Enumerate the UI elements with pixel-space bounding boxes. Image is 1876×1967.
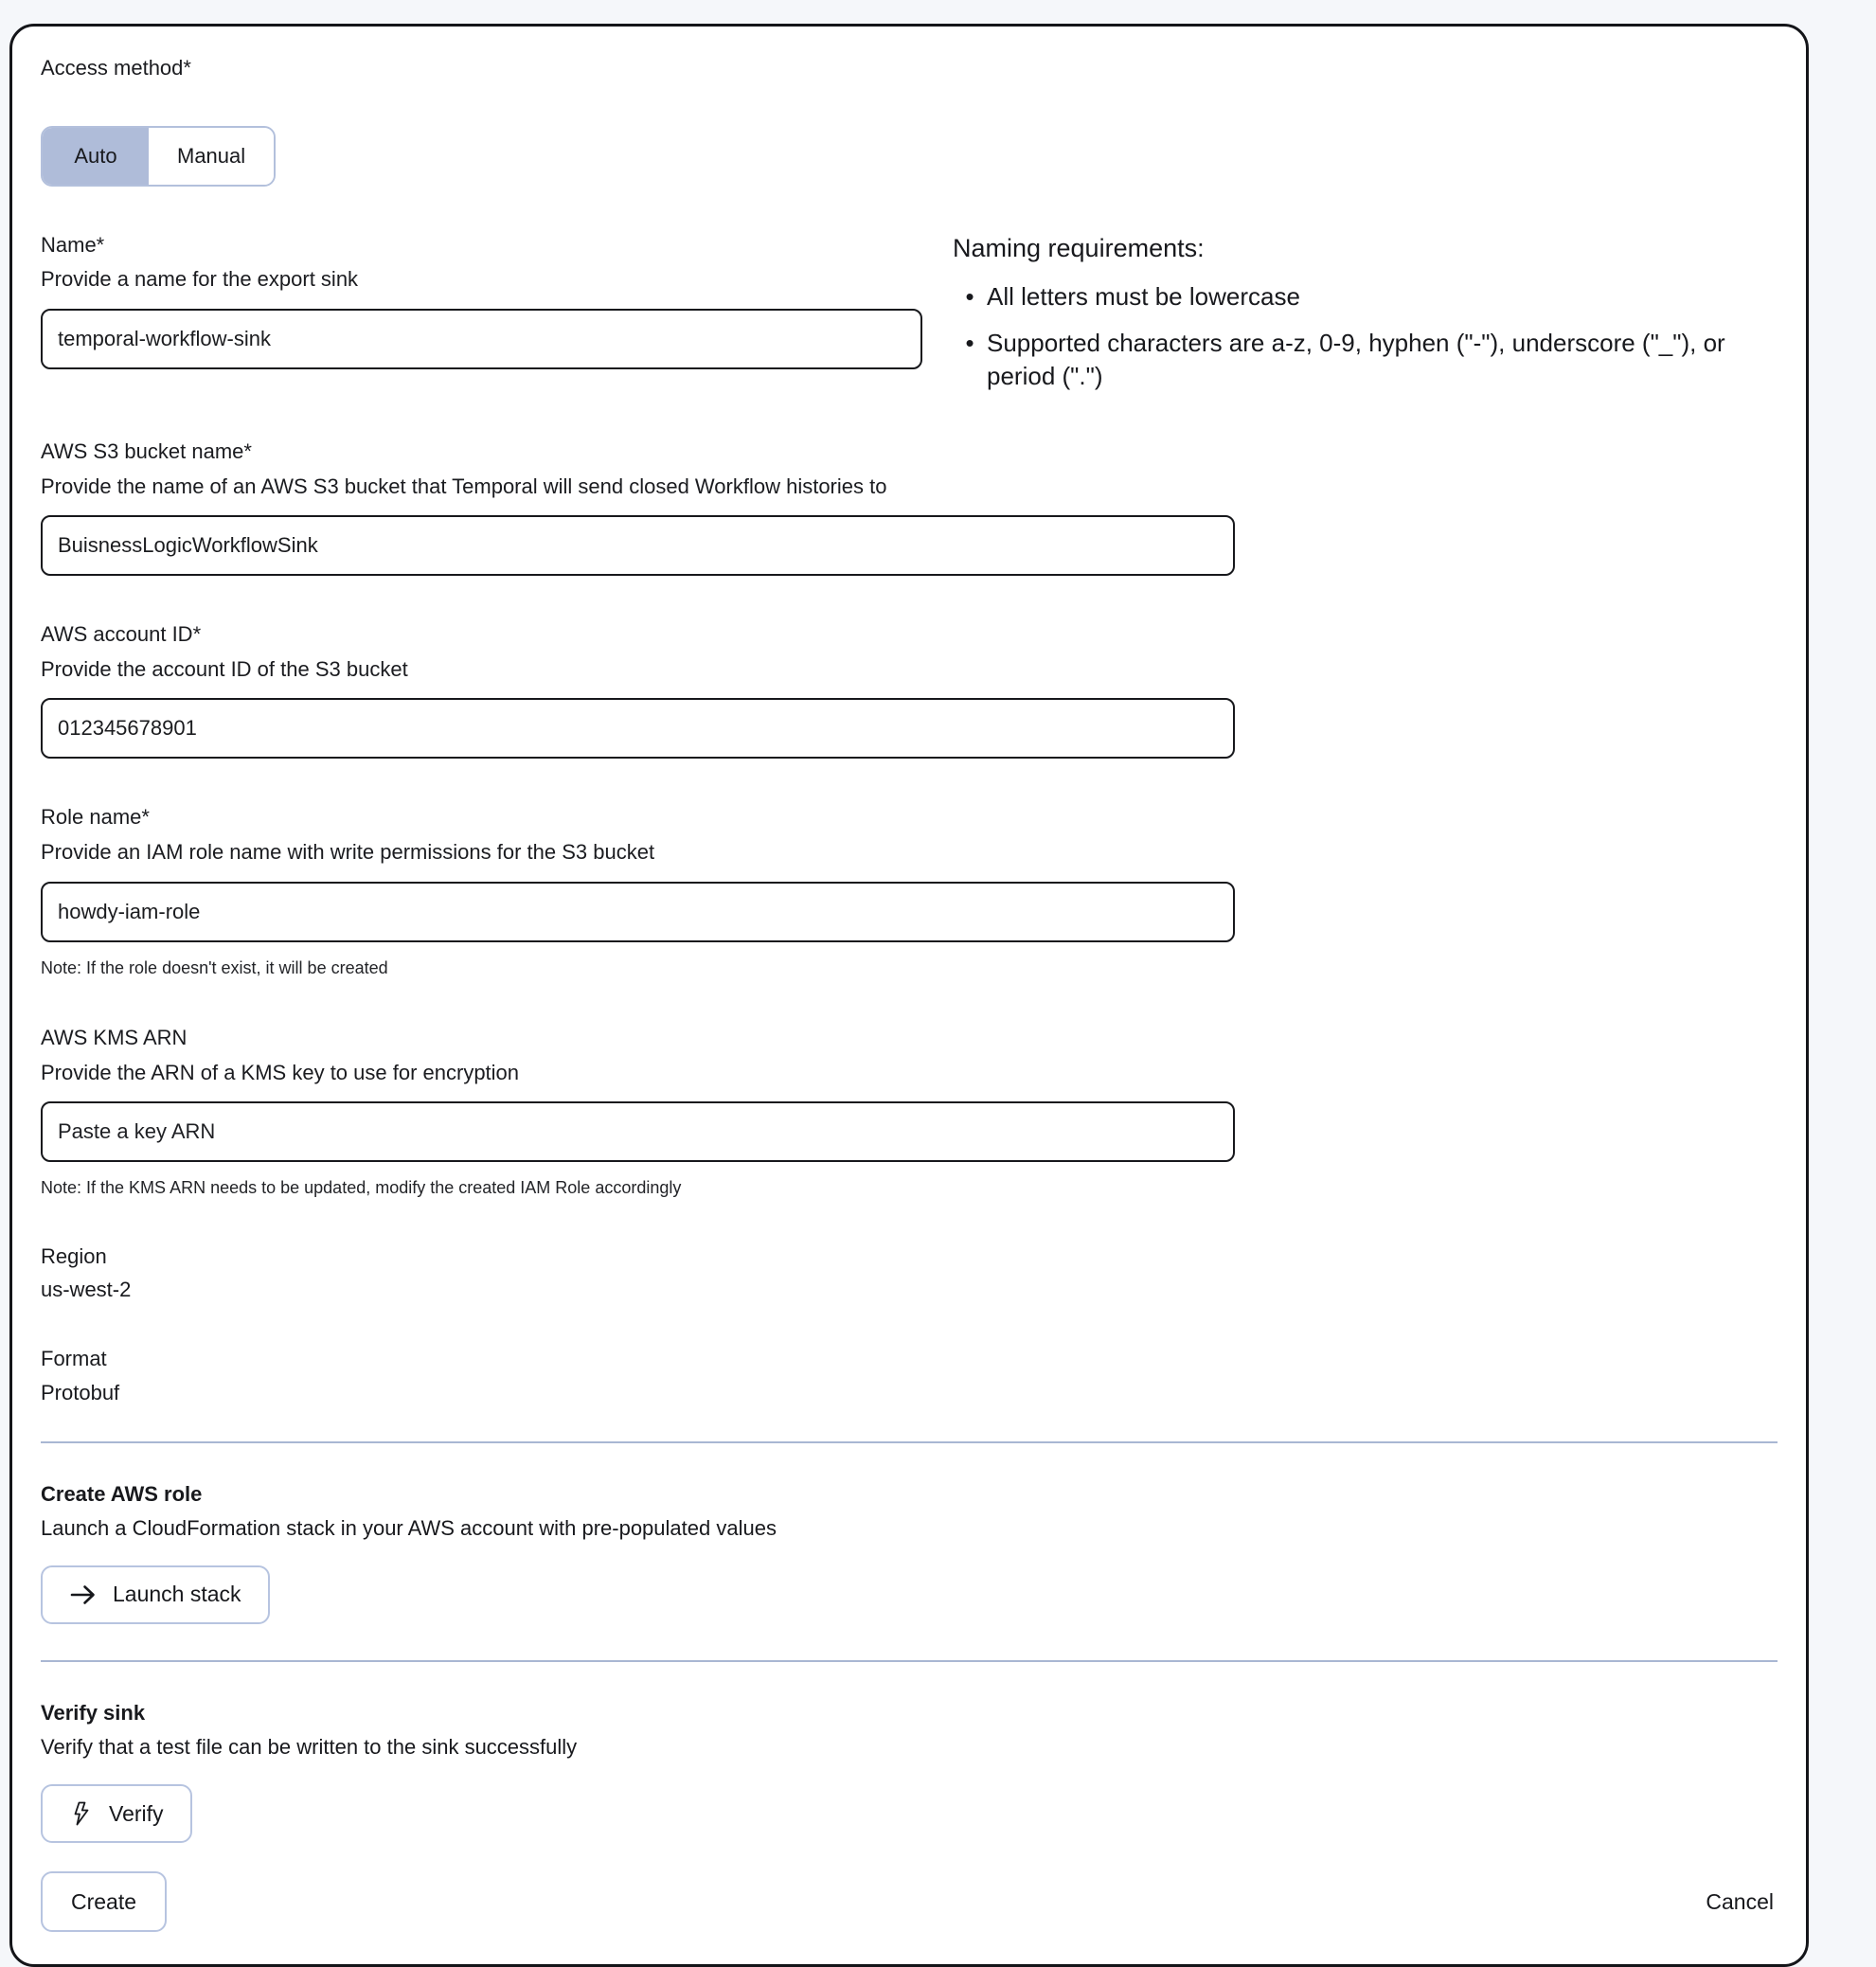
account-id-field-group: [41, 621, 1778, 759]
s3-bucket-description: Provide the name of an AWS S3 bucket that Temporal will send closed Workflow histories to: [41, 474, 887, 498]
form-footer: [41, 1871, 1778, 1932]
kms-arn-label: AWS KMS ARN: [41, 1025, 188, 1049]
role-name-label: Role name*: [41, 805, 150, 830]
export-sink-form-card: [9, 24, 1809, 1967]
naming-requirements-title: Naming requirements:: [953, 233, 1205, 262]
s3-bucket-input[interactable]: [41, 515, 1235, 576]
cancel-button[interactable]: Cancel: [1706, 1888, 1774, 1914]
access-method-toggle: [41, 126, 276, 187]
launch-stack-button[interactable]: [41, 1565, 270, 1624]
role-name-note: Note: If the role doesn't exist, it will be created: [41, 957, 388, 977]
name-input[interactable]: [41, 309, 922, 369]
divider: [41, 1441, 1778, 1443]
bullet-icon: •: [965, 328, 974, 357]
access-method-option-auto[interactable]: Auto: [43, 128, 149, 185]
kms-arn-description: Provide the ARN of a KMS key to use for encryption: [41, 1060, 520, 1084]
account-id-description: Provide the account ID of the S3 bucket: [41, 656, 408, 681]
naming-requirement-item: • All letters must be lowercase: [953, 280, 1778, 313]
access-method-option-manual[interactable]: Manual: [149, 128, 274, 185]
create-button[interactable]: Create: [41, 1871, 167, 1932]
account-id-input[interactable]: [41, 698, 1235, 759]
region-value: us-west-2: [41, 1278, 132, 1302]
verify-sink-description: Verify that a test file can be written to the sink successfully: [41, 1735, 578, 1760]
name-label: Name*: [41, 232, 105, 257]
s3-bucket-field-group: [41, 438, 1778, 576]
create-aws-role-section: [41, 1481, 1778, 1624]
region-field: [41, 1243, 1778, 1303]
verify-sink-title: Verify sink: [41, 1700, 146, 1725]
format-label: Format: [41, 1347, 107, 1371]
naming-requirement-item: • Supported characters are a-z, 0-9, hyphen ("-"), underscore ("_"), or period ("."): [953, 327, 1778, 393]
kms-arn-field-group: [41, 1025, 1778, 1200]
role-name-field-group: [41, 804, 1778, 979]
naming-requirements: [926, 232, 1778, 393]
kms-arn-note: Note: If the KMS ARN needs to be updated, modify the created IAM Role accordingly: [41, 1178, 682, 1198]
account-id-label: AWS account ID*: [41, 622, 202, 647]
verify-button-label: Verify: [109, 1800, 164, 1826]
region-label: Region: [41, 1243, 107, 1268]
bullet-icon: •: [965, 281, 974, 311]
kms-arn-input[interactable]: [41, 1101, 1235, 1162]
s3-bucket-label: AWS S3 bucket name*: [41, 438, 252, 463]
name-description: Provide a name for the export sink: [41, 267, 359, 292]
verify-button[interactable]: [41, 1784, 192, 1843]
format-field: [41, 1346, 1778, 1405]
create-aws-role-description: Launch a CloudFormation stack in your AWS account with pre-populated values: [41, 1516, 777, 1541]
name-field-group: [41, 232, 926, 369]
role-name-input[interactable]: [41, 882, 1235, 942]
role-name-description: Provide an IAM role name with write permissions for the S3 bucket: [41, 839, 655, 864]
lightning-icon: [69, 1800, 94, 1827]
launch-stack-button-label: Launch stack: [113, 1582, 241, 1607]
arrow-right-icon: [69, 1583, 98, 1606]
divider: [41, 1660, 1778, 1662]
name-and-requirements-row: [41, 232, 1778, 393]
create-aws-role-title: Create AWS role: [41, 1481, 203, 1506]
verify-sink-section: [41, 1700, 1778, 1843]
format-value: Protobuf: [41, 1380, 120, 1404]
access-method-label: Access method*: [41, 56, 191, 80]
